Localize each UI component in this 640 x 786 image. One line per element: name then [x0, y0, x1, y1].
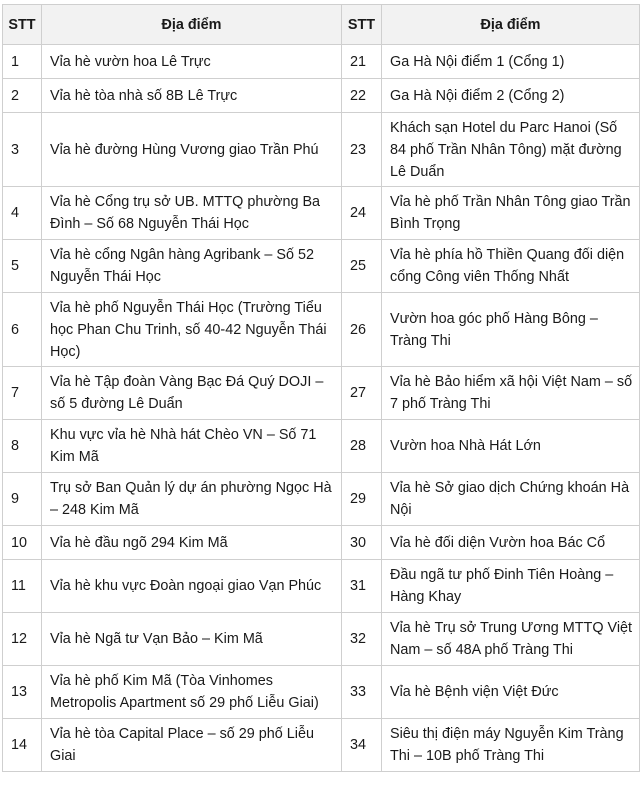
location-cell: Vỉa hè tòa nhà số 8B Lê Trực — [42, 79, 342, 113]
stt-cell: 12 — [3, 613, 42, 666]
locations-table — [2, 4, 640, 772]
stt-cell: 30 — [342, 526, 382, 560]
table-row — [3, 613, 640, 666]
table-row — [3, 560, 640, 613]
stt-cell: 26 — [342, 293, 382, 367]
location-cell: Siêu thị điện máy Nguyễn Kim Tràng Thi – 10B phố Tràng Thi — [382, 719, 640, 772]
location-cell: Vỉa hè Cổng trụ sở UB. MTTQ phường Ba Đình – Số 68 Nguyễn Thái Học — [42, 187, 342, 240]
stt-cell: 8 — [3, 420, 42, 473]
location-cell: Vỉa hè Sở giao dịch Chứng khoán Hà Nội — [382, 473, 640, 526]
stt-cell: 2 — [3, 79, 42, 113]
header-location-left: Địa điểm — [42, 5, 342, 45]
table-row — [3, 367, 640, 420]
stt-cell: 27 — [342, 367, 382, 420]
location-cell: Vỉa hè khu vực Đoàn ngoại giao Vạn Phúc — [42, 560, 342, 613]
stt-cell: 24 — [342, 187, 382, 240]
stt-cell: 28 — [342, 420, 382, 473]
stt-cell: 6 — [3, 293, 42, 367]
table-row — [3, 473, 640, 526]
location-cell: Vỉa hè phố Kim Mã (Tòa Vinhomes Metropolis Apartment số 29 phố Liễu Giai) — [42, 666, 342, 719]
table-row — [3, 187, 640, 240]
stt-cell: 25 — [342, 240, 382, 293]
stt-cell: 4 — [3, 187, 42, 240]
stt-cell: 23 — [342, 113, 382, 187]
location-cell: Vỉa hè phố Trần Nhân Tông giao Trần Bình Trọng — [382, 187, 640, 240]
location-cell: Đầu ngã tư phố Đinh Tiên Hoàng – Hàng Khay — [382, 560, 640, 613]
location-cell: Vỉa hè Ngã tư Vạn Bảo – Kim Mã — [42, 613, 342, 666]
stt-cell: 22 — [342, 79, 382, 113]
location-cell: Vỉa hè phía hồ Thiền Quang đối diện cổng Công viên Thống Nhất — [382, 240, 640, 293]
stt-cell: 10 — [3, 526, 42, 560]
stt-cell: 5 — [3, 240, 42, 293]
location-cell: Vỉa hè đầu ngõ 294 Kim Mã — [42, 526, 342, 560]
stt-cell: 32 — [342, 613, 382, 666]
location-cell: Ga Hà Nội điểm 1 (Cổng 1) — [382, 45, 640, 79]
location-cell: Vỉa hè đối diện Vườn hoa Bác Cổ — [382, 526, 640, 560]
table-row — [3, 420, 640, 473]
stt-cell: 3 — [3, 113, 42, 187]
header-stt-left: STT — [3, 5, 42, 45]
header-stt-right: STT — [342, 5, 382, 45]
location-cell: Vỉa hè vườn hoa Lê Trực — [42, 45, 342, 79]
header-row — [3, 5, 640, 45]
table-row — [3, 240, 640, 293]
table-row — [3, 113, 640, 187]
location-cell: Vỉa hè Bệnh viện Việt Đức — [382, 666, 640, 719]
table-row — [3, 293, 640, 367]
stt-cell: 29 — [342, 473, 382, 526]
location-cell: Vỉa hè Bảo hiểm xã hội Việt Nam – số 7 phố Tràng Thi — [382, 367, 640, 420]
location-cell: Ga Hà Nội điểm 2 (Cổng 2) — [382, 79, 640, 113]
table-row — [3, 719, 640, 772]
location-cell: Vỉa hè Tập đoàn Vàng Bạc Đá Quý DOJI – số 5 đường Lê Duẩn — [42, 367, 342, 420]
location-cell: Vườn hoa góc phố Hàng Bông – Tràng Thi — [382, 293, 640, 367]
location-cell: Khu vực vỉa hè Nhà hát Chèo VN – Số 71 Kim Mã — [42, 420, 342, 473]
location-cell: Vỉa hè phố Nguyễn Thái Học (Trường Tiểu học Phan Chu Trinh, số 40-42 Nguyễn Thái Học) — [42, 293, 342, 367]
location-cell: Vỉa hè tòa Capital Place – số 29 phố Liễu Giai — [42, 719, 342, 772]
stt-cell: 33 — [342, 666, 382, 719]
stt-cell: 9 — [3, 473, 42, 526]
stt-cell: 34 — [342, 719, 382, 772]
table-row — [3, 45, 640, 79]
stt-cell: 1 — [3, 45, 42, 79]
stt-cell: 13 — [3, 666, 42, 719]
stt-cell: 14 — [3, 719, 42, 772]
stt-cell: 11 — [3, 560, 42, 613]
location-cell: Trụ sở Ban Quản lý dự án phường Ngọc Hà – 248 Kim Mã — [42, 473, 342, 526]
stt-cell: 7 — [3, 367, 42, 420]
stt-cell: 21 — [342, 45, 382, 79]
location-cell: Vỉa hè cổng Ngân hàng Agribank – Số 52 Nguyễn Thái Học — [42, 240, 342, 293]
location-cell: Vỉa hè đường Hùng Vương giao Trần Phú — [42, 113, 342, 187]
table-row — [3, 79, 640, 113]
location-cell: Vườn hoa Nhà Hát Lớn — [382, 420, 640, 473]
table-row — [3, 526, 640, 560]
location-cell: Khách sạn Hotel du Parc Hanoi (Số 84 phố Trần Nhân Tông) mặt đường Lê Duẩn — [382, 113, 640, 187]
header-location-right: Địa điểm — [382, 5, 640, 45]
table-row — [3, 666, 640, 719]
stt-cell: 31 — [342, 560, 382, 613]
location-cell: Vỉa hè Trụ sở Trung Ương MTTQ Việt Nam – số 48A phố Tràng Thi — [382, 613, 640, 666]
